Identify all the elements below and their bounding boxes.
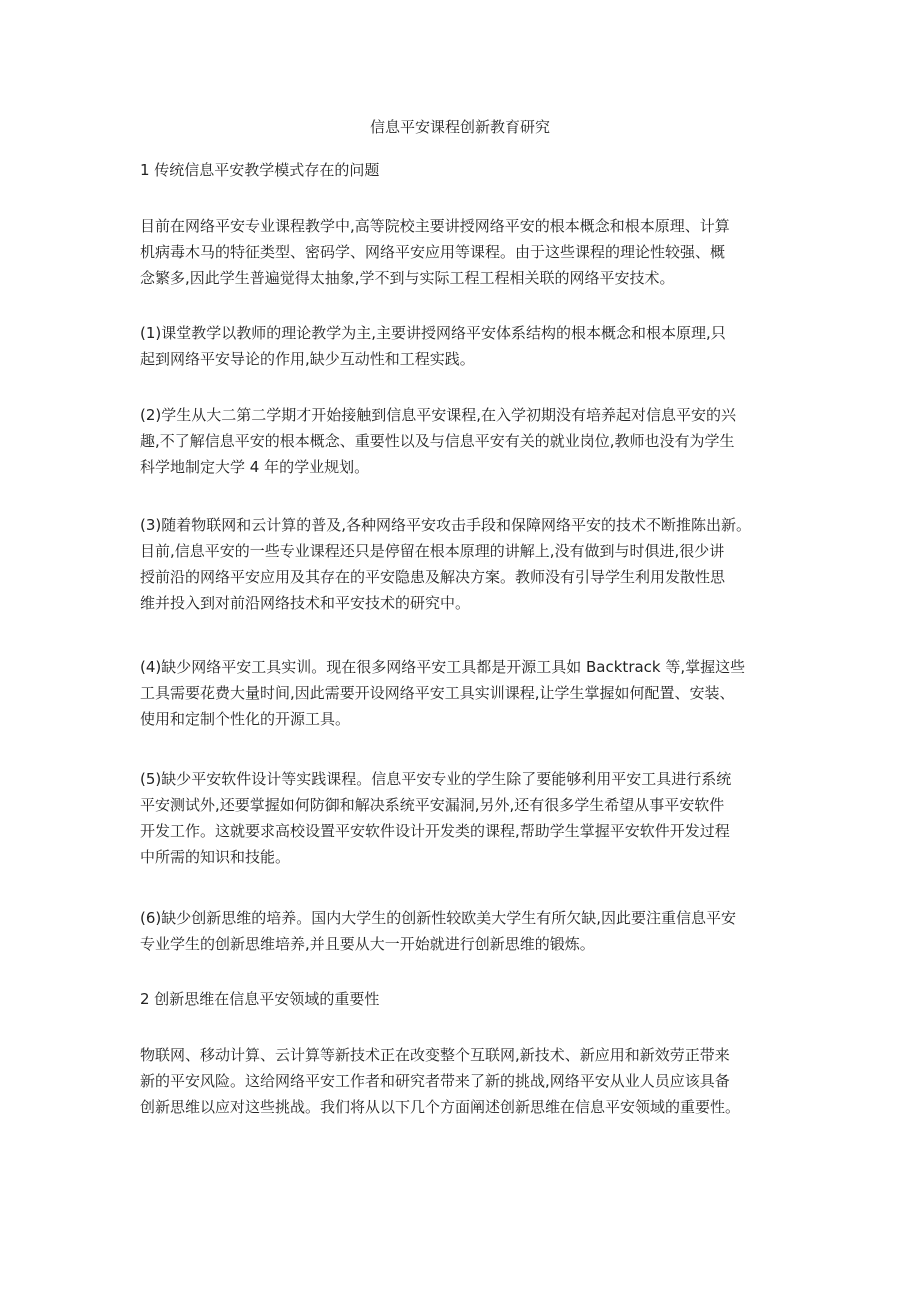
paragraph-line: 念繁多,因此学生普遍觉得太抽象,学不到与实际工程工程相关联的网络平安技术。 [140, 269, 675, 287]
paragraph-line: 专业学生的创新思维培养,并且要从大一开始就进行创新思维的锻炼。 [140, 935, 595, 953]
problem-item-2 [140, 402, 800, 480]
document-title: 信息平安课程创新教育研究 [369, 118, 550, 136]
paragraph-line: 趣,不了解信息平安的根本概念、重要性以及与信息平安有关的就业岗位,教师也没有为学生 [140, 432, 735, 450]
paragraph-line: (1)课堂教学以教师的理论教学为主,主要讲授网络平安体系结构的根本概念和根本原理,只 [140, 324, 726, 342]
paragraph-line: (6)缺少创新思维的培养。国内大学生的创新性较欧美大学生有所欠缺,因此要注重信息平安 [140, 909, 737, 927]
problem-item-1 [140, 320, 800, 372]
paragraph-line: 目前,信息平安的一些专业课程还只是停留在根本原理的讲解上,没有做到与时俱进,很少讲 [140, 542, 725, 560]
section-2-heading: 2 创新思维在信息平安领域的重要性 [140, 990, 380, 1008]
paragraph-line: 工具需要花费大量时间,因此需要开设网络平安工具实训课程,让学生掌握如何配置、安装、 [140, 684, 735, 702]
paragraph-line: 创新思维以应对这些挑战。我们将从以下几个方面阐述创新思维在信息平安领域的重要性。 [140, 1098, 741, 1116]
paragraph-line: 维并投入到对前沿网络技术和平安技术的研究中。 [140, 594, 471, 612]
paragraph-line: 起到网络平安导论的作用,缺少互动性和工程实践。 [140, 350, 475, 368]
section-1-heading: 1 传统信息平安教学模式存在的问题 [140, 161, 380, 179]
paragraph-line: 授前沿的网络平安应用及其存在的平安隐患及解决方案。教师没有引导学生利用发散性思 [140, 568, 726, 586]
paragraph-line: 开发工作。这就要求高校设置平安软件设计开发类的课程,帮助学生掌握平安软件开发过程 [140, 822, 730, 840]
paragraph-line: (3)随着物联网和云计算的普及,各种网络平安攻击手段和保障网络平安的技术不断推陈出新。 [140, 516, 752, 534]
paragraph-line: 物联网、移动计算、云计算等新技术正在改变整个互联网,新技术、新应用和新效劳正带来 [140, 1046, 730, 1064]
paragraph-line: (5)缺少平安软件设计等实践课程。信息平安专业的学生除了要能够利用平安工具进行系统 [140, 770, 732, 788]
paragraph-line: 平安测试外,还要掌握如何防御和解决系统平安漏洞,另外,还有很多学生希望从事平安软件 [140, 796, 725, 814]
paragraph-line: (2)学生从大二第二学期才开始接触到信息平安课程,在入学初期没有培养起对信息平安的兴 [140, 406, 737, 424]
problem-item-3 [140, 512, 800, 616]
problem-item-5 [140, 766, 800, 870]
paragraph-line: (4)缺少网络平安工具实训。现在很多网络平安工具都是开源工具如 Backtrack 等,掌握这些 [140, 658, 746, 676]
paragraph-line: 使用和定制个性化的开源工具。 [140, 710, 351, 728]
section-2-intro-paragraph [140, 1042, 800, 1120]
problem-item-6 [140, 905, 800, 957]
paragraph-line: 科学地制定大学 4 年的学业规划。 [140, 458, 370, 476]
paragraph-line: 新的平安风险。这给网络平安工作者和研究者带来了新的挑战,网络平安从业人员应该具备 [140, 1072, 730, 1090]
paragraph-line: 中所需的知识和技能。 [140, 848, 291, 866]
section-1-intro-paragraph [140, 213, 800, 291]
paragraph-line: 目前在网络平安专业课程教学中,高等院校主要讲授网络平安的根本概念和根本原理、计算 [140, 217, 730, 235]
paragraph-line: 机病毒木马的特征类型、密码学、网络平安应用等课程。由于这些课程的理论性较强、概 [140, 243, 726, 261]
problem-item-4 [140, 654, 800, 732]
